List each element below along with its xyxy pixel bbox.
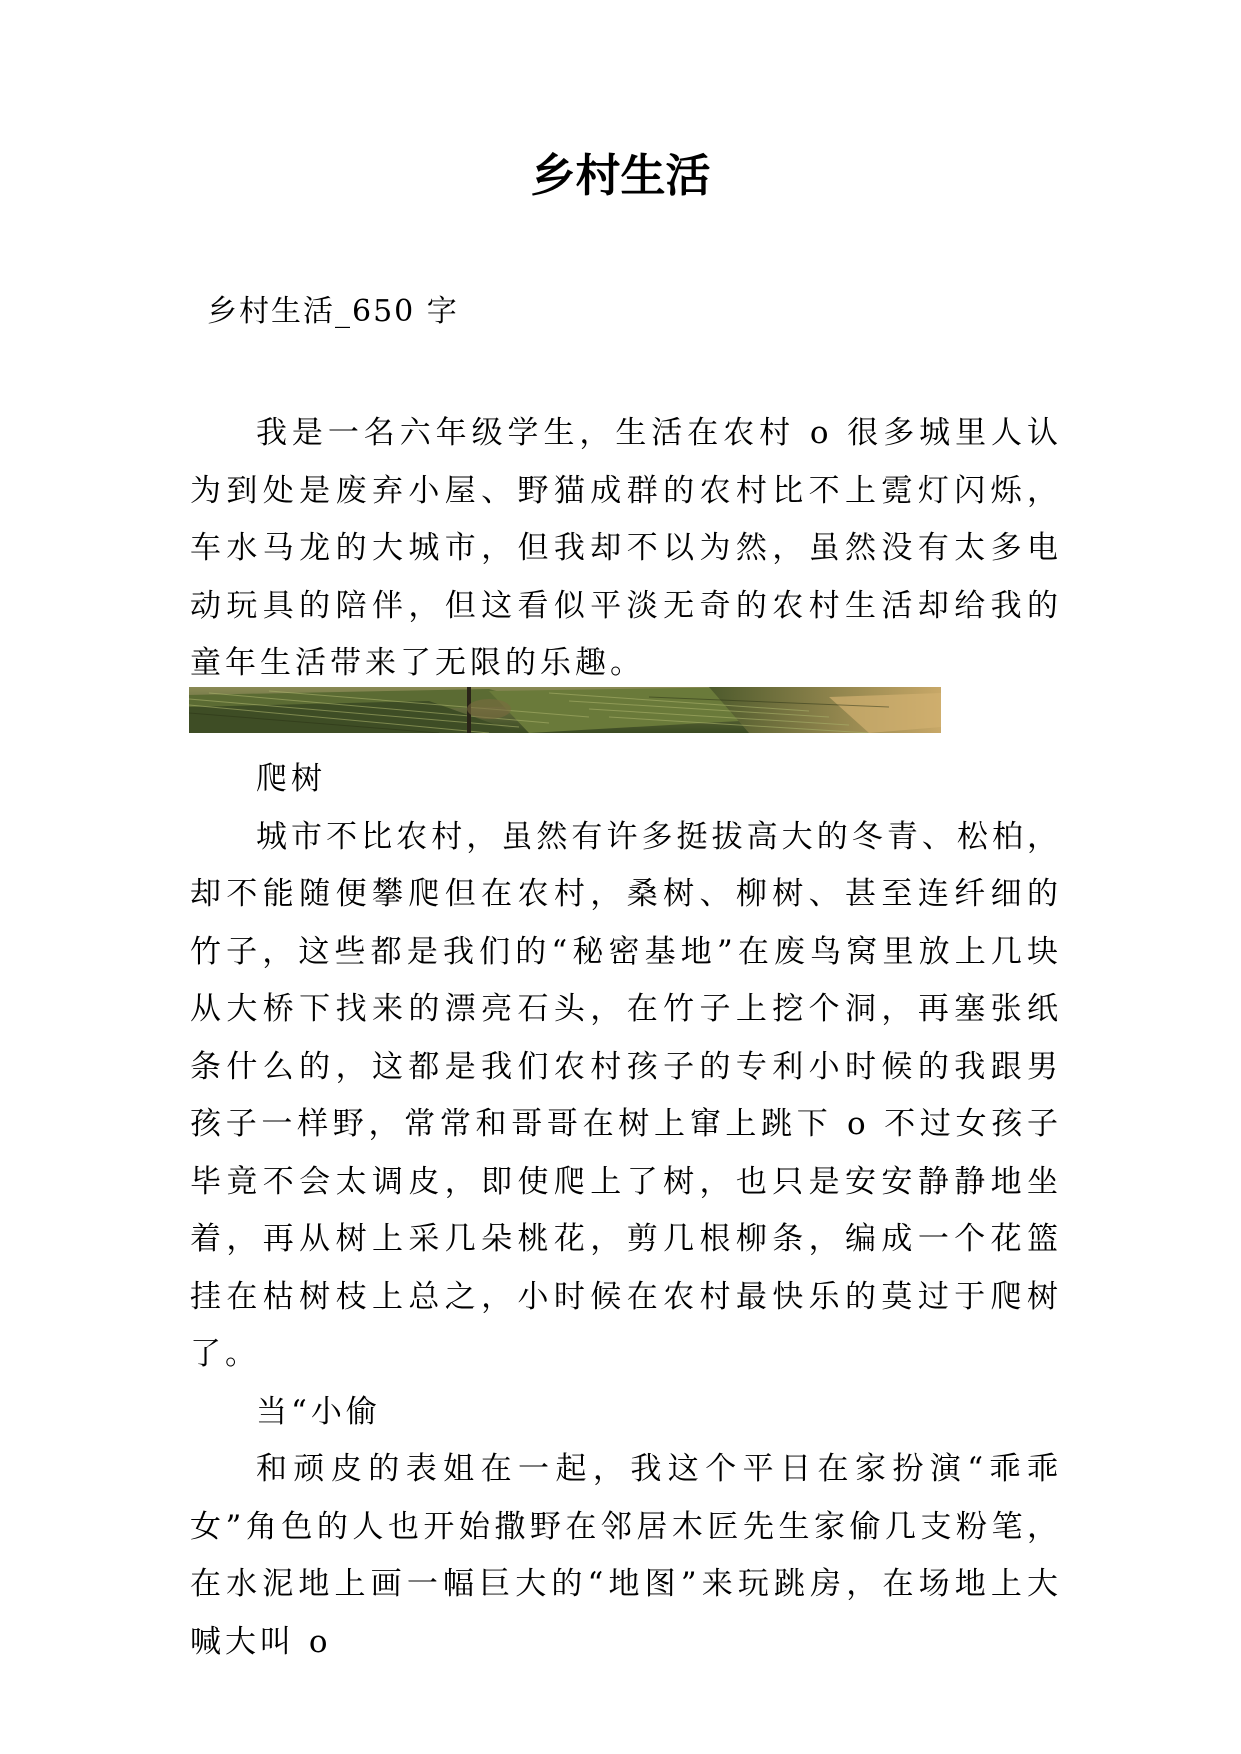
document-subtitle: 乡村生活_650 字 bbox=[207, 294, 459, 329]
page-title: 乡村生活 bbox=[530, 149, 711, 202]
farmland-photo bbox=[189, 687, 941, 733]
section1-heading: 爬树 bbox=[256, 761, 326, 797]
farmland-photo-graphic bbox=[189, 687, 941, 733]
section-body bbox=[190, 751, 1062, 1671]
section1-paragraph: 城市不比农村，虽然有许多挺拔高大的冬青、松柏，却不能随便攀爬但在农村，桑树、柳树、甚至连纤细的竹子，这些都是我们的“秘密基地”在废鸟窝里放上几块从大桥下找来的漂亮石头，在竹子上挖个洞，再塞张纸条什么的，这都是我们农村孩子的专利小时候的我跟男孩子一样野，常常和哥哥在树上窜上跳下 o 不过女孩子毕竟不会太调皮，即使爬上了树，也只是安安静静地坐着，再从树上采几朵桃花，剪几根柳条，编成一个花篮挂在枯树枝上总之，小时候在农村最快乐的莫过于爬树了。 bbox=[190, 818, 1062, 1372]
section2-paragraph: 和顽皮的表姐在一起，我这个平日在家扮演“乖乖女”角色的人也开始撒野在邻居木匠先生家偷几支粉笔，在水泥地上画一幅巨大的“地图”来玩跳房，在场地上大喊大叫 o bbox=[190, 1451, 1062, 1660]
intro-paragraph: 我是一名六年级学生，生活在农村 o 很多城里人认为到处是废弃小屋、野猫成群的农村比不上霓灯闪烁，车水马龙的大城市，但我却不以为然，虽然没有太多电动玩具的陪伴，但这看似平淡无奇的农村生活却给我的童年生活带来了无限的乐趣。 bbox=[190, 415, 1062, 681]
section2-heading: 当“小偷 bbox=[256, 1393, 381, 1430]
